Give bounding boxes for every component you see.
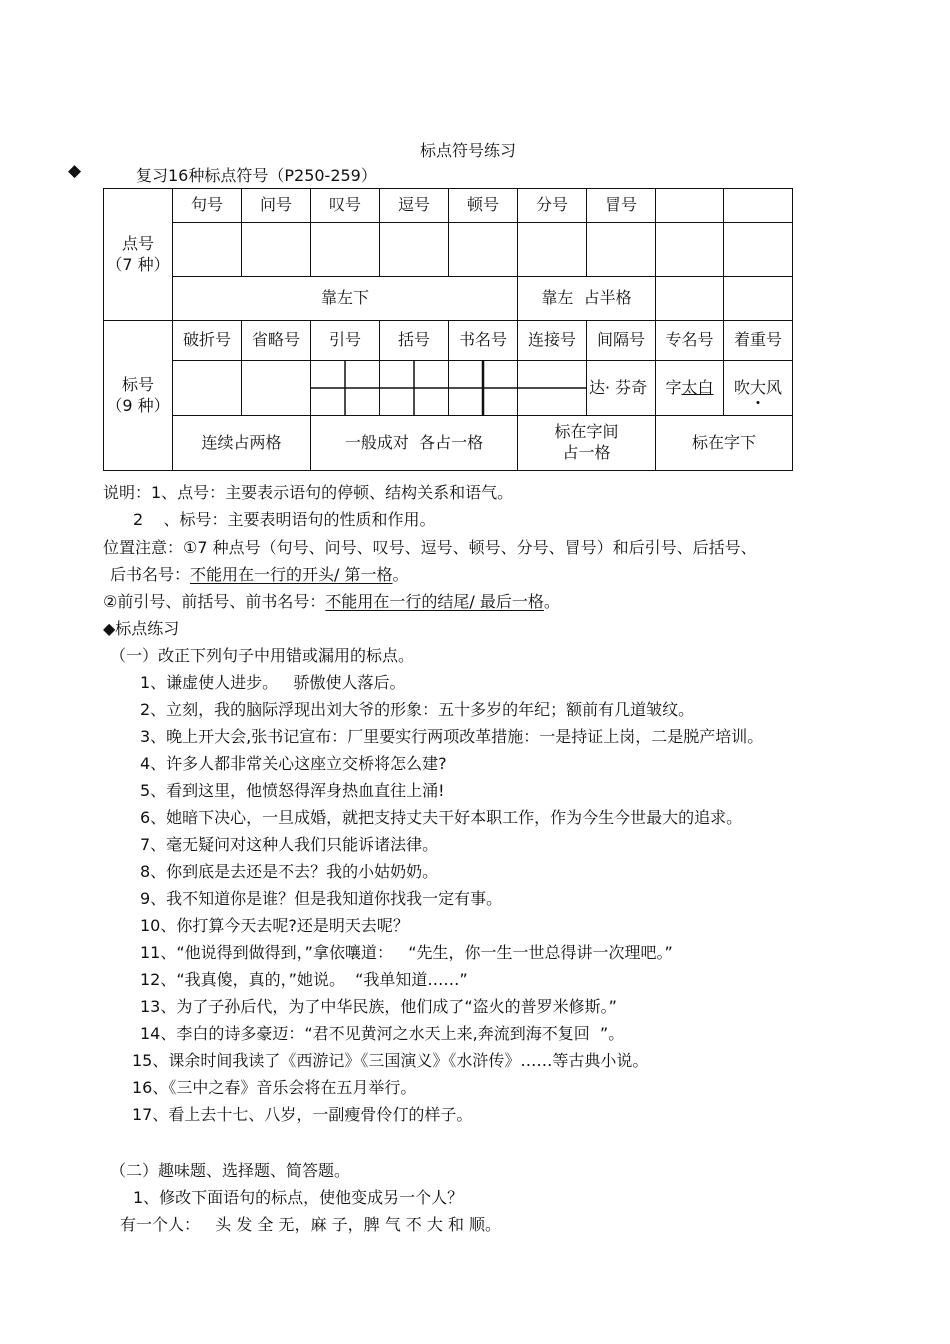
quote-boxes-cell	[311, 361, 380, 416]
blank-cell	[518, 223, 587, 277]
dian-name-cell	[311, 189, 380, 223]
dian-name-cell	[242, 189, 311, 223]
biao-name: 连接号	[527, 330, 576, 350]
bracket-boxes-cell	[380, 361, 449, 416]
empty-cell	[656, 189, 724, 223]
dian-position-half: 靠左 占半格	[541, 288, 632, 308]
proper-noun-example-cell	[656, 361, 724, 416]
position-note-3-prefix: ②前引号、前括号、前书名号：	[103, 592, 326, 611]
dian-position-half-cell	[518, 277, 656, 321]
proper-noun-example-underlined: 太白	[681, 377, 714, 397]
position-note-2-underlined: 不能用在一行的开头/ 第一格	[190, 565, 393, 584]
biao-name: 书名号	[458, 330, 507, 350]
biao-position-between-cell	[518, 416, 656, 471]
exercise-item: 11、“他说得到做得到，”拿依嚷道： “先生，你一生一世总得讲一次理吧。”	[140, 943, 673, 962]
exercise-item: 3、晚上开大会,张书记宣布：厂里要实行两项改革措施：一是持证上岗，二是脱产培训。	[140, 727, 764, 746]
biao-name: 省略号	[251, 330, 300, 350]
exercise-item: 2、立刻，我的脑际浮现出刘大爷的形象：五十多岁的年纪；额前有几道皱纹。	[140, 700, 695, 719]
biao-name: 专名号	[665, 330, 714, 350]
biao-position-between-line2: 占一格	[562, 443, 611, 462]
question-one-text: 有一个人： 头 发 全 无，麻 子，脾 气 不 大 和 顺。	[120, 1215, 502, 1234]
emphasis-example-dotted: 大	[749, 377, 766, 397]
dash-mark-graphic	[518, 361, 587, 416]
exercise-item: 16、《三中之春》音乐会将在五月举行。	[132, 1078, 417, 1097]
practice-heading: ◆标点练习	[103, 619, 180, 638]
proper-noun-example-prefix: 字	[665, 377, 682, 397]
review-heading: 复习16种标点符号（P250-259）	[136, 166, 377, 185]
biao-name: 括号	[397, 330, 430, 350]
emphasis-example-cell	[724, 361, 793, 416]
dian-name: 逗号	[397, 195, 430, 215]
biao-name-cell	[449, 321, 518, 361]
biao-name: 破折号	[182, 330, 231, 350]
biao-name-cell	[311, 321, 380, 361]
biao-name-cell	[173, 321, 242, 361]
biao-position-below-cell	[656, 416, 793, 471]
dian-name: 冒号	[604, 195, 637, 215]
emphasis-example-prefix: 吹	[733, 377, 750, 397]
biao-position-between-line1: 标在字间	[554, 422, 619, 442]
dianhao-label: 点号	[121, 233, 154, 253]
blank-cell	[242, 223, 311, 277]
dian-name: 句号	[190, 195, 223, 215]
blank-cell	[656, 277, 724, 321]
blank-cell	[380, 223, 449, 277]
biao-name-cell	[380, 321, 449, 361]
dian-name: 叹号	[328, 195, 361, 215]
biao-position-each: 一般成对 各占一格	[344, 432, 484, 452]
note-dianhao: 说明：1、点号：主要表示语句的停顿、结构关系和语气。	[103, 483, 514, 502]
dian-position-left: 靠左下	[320, 288, 369, 308]
biaohao-label-cell	[104, 321, 173, 471]
biao-name: 着重号	[733, 330, 782, 350]
part-one-heading: （一）改正下列句子中用错或漏用的标点。	[110, 646, 415, 665]
blank-cell	[449, 223, 518, 277]
dian-name: 问号	[259, 195, 292, 215]
dash-mark-cell	[518, 361, 587, 416]
biao-name: 引号	[328, 330, 361, 350]
biaohao-count: （9 种）	[106, 395, 170, 415]
blank-cell	[311, 223, 380, 277]
biao-name-cell	[587, 321, 656, 361]
biao-name: 间隔号	[596, 330, 645, 350]
title-mark-boxes-graphic	[449, 361, 518, 416]
blank-cell	[587, 223, 656, 277]
exercise-item: 5、看到这里，他愤怒得浑身热血直往上涌!	[140, 781, 445, 800]
dian-name-cell	[173, 189, 242, 223]
emphasis-example-suffix: 风	[766, 377, 783, 397]
exercise-item: 10、你打算今天去呢?还是明天去呢？	[140, 916, 409, 935]
biao-name-cell	[242, 321, 311, 361]
position-note-3	[103, 589, 560, 612]
exercise-item: 9、我不知道你是谁？但是我知道你找我一定有事。	[140, 889, 503, 908]
empty-cell	[724, 189, 793, 223]
exercise-item: 15、课余时间我读了《西游记》《三国演义》《水浒传》……等古典小说。	[132, 1051, 649, 1070]
biao-name-cell	[518, 321, 587, 361]
note-biaohao: 2 、标号：主要表明语句的性质和作用。	[133, 510, 436, 529]
position-note-3-suffix: 。	[543, 592, 560, 611]
blank-cell	[724, 223, 793, 277]
biao-name-cell	[724, 321, 793, 361]
dian-position-left-cell	[173, 277, 518, 321]
position-note-2	[110, 562, 409, 585]
dian-name-cell	[587, 189, 656, 223]
exercise-item: 12、“我真傻，真的，”她说。 “我单知道……”	[140, 970, 468, 989]
dianhao-count: （7 种）	[106, 254, 170, 274]
page-title: 标点符号练习	[420, 141, 517, 160]
dian-name-cell	[380, 189, 449, 223]
blank-cell	[173, 361, 242, 416]
biao-name-cell	[656, 321, 724, 361]
exercise-item: 4、许多人都非常关心这座立交桥将怎么建?	[140, 754, 447, 773]
punctuation-table	[103, 188, 793, 471]
exercise-item: 1、谦虚使人进步。 骄傲使人落后。	[140, 673, 406, 692]
position-note-2-suffix: 。	[392, 565, 409, 584]
exercise-item: 7、毫无疑问对这种人我们只能诉诸法律。	[140, 835, 439, 854]
interpunct-example: 达· 芬奇	[589, 377, 648, 397]
blank-cell	[724, 277, 793, 321]
exercise-item: 17、看上去十七、八岁，一副瘦骨伶仃的样子。	[132, 1105, 473, 1124]
biaohao-label: 标号	[121, 374, 154, 394]
biao-position-two-cell	[173, 416, 311, 471]
exercise-item: 6、她暗下决心，一旦成婚，就把支持丈夫干好本职工作，作为今生今世最大的追求。	[140, 808, 743, 827]
question-one: 1、修改下面语句的标点，使他变成另一个人？	[133, 1188, 464, 1207]
dian-name-cell	[518, 189, 587, 223]
title-mark-boxes-cell	[449, 361, 518, 416]
part-two-heading: （二）趣味题、选择题、简答题。	[110, 1161, 351, 1180]
diamond-bullet-icon: ◆	[68, 161, 82, 181]
bracket-boxes-graphic	[380, 361, 449, 416]
dian-name-cell	[449, 189, 518, 223]
exercise-item: 13、为了子孙后代，为了中华民族，他们成了“盗火的普罗米修斯。”	[140, 997, 617, 1016]
blank-cell	[173, 223, 242, 277]
biao-position-below: 标在字下	[691, 432, 756, 452]
quote-boxes-graphic	[311, 361, 380, 416]
dian-name: 顿号	[466, 195, 499, 215]
blank-cell	[242, 361, 311, 416]
interpunct-example-cell	[587, 361, 656, 416]
position-note-2-prefix: 后书名号：	[110, 565, 191, 584]
position-note-1: 位置注意：①7 种点号（句号、问号、叹号、逗号、顿号、分号、冒号）和后引号、后括号、	[103, 538, 757, 557]
biao-position-each-cell	[311, 416, 518, 471]
position-note-3-underlined: 不能用在一行的结尾/ 最后一格	[325, 592, 544, 611]
dian-name: 分号	[535, 195, 568, 215]
exercise-item: 8、你到底是去还是不去？我的小姑奶奶。	[140, 862, 439, 881]
dianhao-label-cell	[104, 189, 173, 321]
biao-position-two: 连续占两格	[201, 432, 282, 452]
blank-cell	[656, 223, 724, 277]
exercise-item: 14、李白的诗多豪迈：“君不见黄河之水天上来,奔流到海不复回 ”。	[140, 1024, 625, 1043]
